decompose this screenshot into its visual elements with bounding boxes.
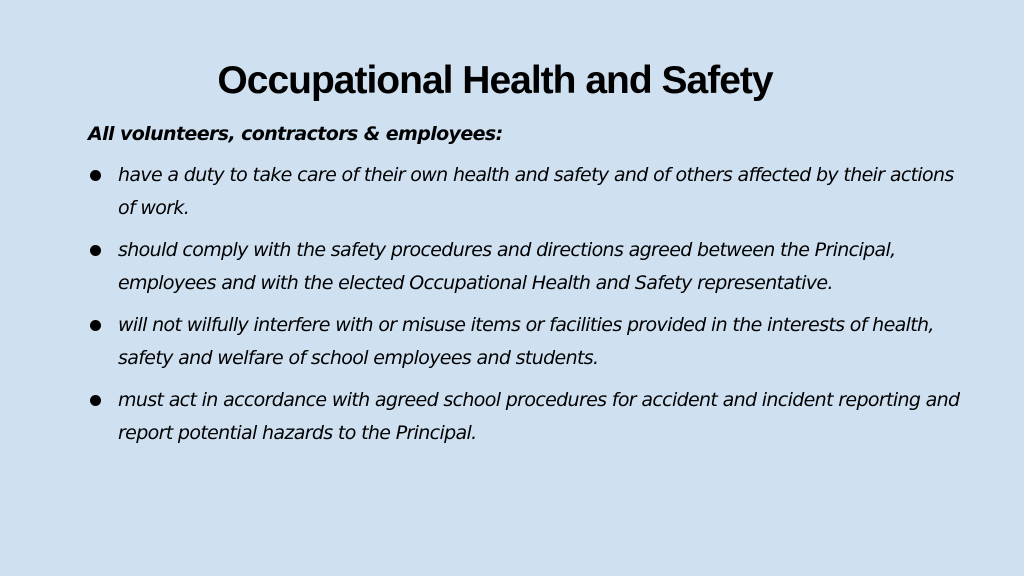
bullet-dot-icon [90, 395, 101, 406]
bullet-list [88, 159, 968, 459]
bullet-item [88, 309, 968, 374]
bullet-item [88, 159, 968, 224]
bullet-item [88, 384, 968, 449]
bullet-text: should comply with the safety procedures and directions agreed between the Principal, employees and with the elected Occupational Health and Safety representative. [118, 239, 896, 294]
slide-intro: All volunteers, contractors & employees: [88, 123, 503, 145]
bullet-item [88, 234, 968, 299]
bullet-dot-icon [90, 320, 101, 331]
bullet-text: must act in accordance with agreed school procedures for accident and incident reporting and report potential hazards to the Principal. [118, 389, 960, 444]
bullet-text: will not wilfully interfere with or misuse items or facilities provided in the interests of health, safety and welfare of school employees and students. [118, 314, 934, 369]
bullet-dot-icon [90, 245, 101, 256]
slide-title: Occupational Health and Safety [217, 59, 773, 102]
bullet-text: have a duty to take care of their own health and safety and of others affected by their actions of work. [118, 164, 954, 219]
bullet-dot-icon [90, 170, 101, 181]
